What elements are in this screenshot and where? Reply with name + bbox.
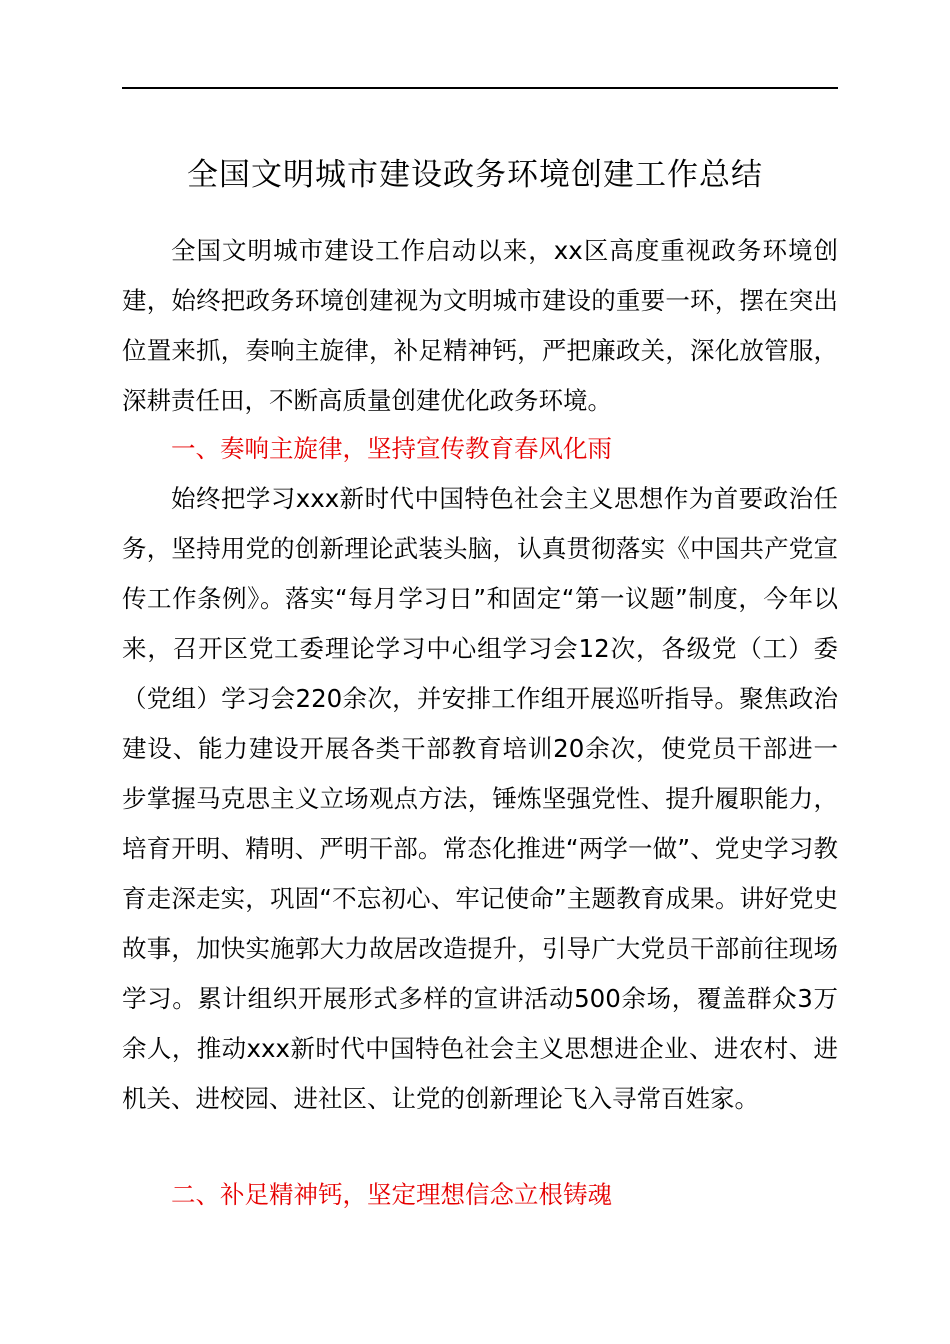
- section-1-paragraph: 始终把学习xxx新时代中国特色社会主义思想作为首要政治任务，坚持用党的创新理论武装头脑，认真贯彻落实《中国共产党宣传工作条例》。落实“每月学习日”和固定“第一议题”制度，今年以来，召开区党工委理论学习中心组学习会12次，各级党（工）委（党组）学习会220余次，并安排工作组开展巡听指导。聚焦政治建设、能力建设开展各类干部教育培训20余次，使党员干部进一步掌握马克思主义立场观点方法，锤炼坚强党性、提升履职能力，培育开明、精明、严明干部。常态化推进“两学一做”、党史学习教育走深走实，巩固“不忘初心、牢记使命”主题教育成果。讲好党史故事，加快实施郭大力故居改造提升，引导广大党员干部前往现场学习。累计组织开展形式多样的宣讲活动500余场，覆盖群众3万余人，推动xxx新时代中国特色社会主义思想进企业、进农村、进机关、进校园、进社区、让党的创新理论飞入寻常百姓家。: [122, 484, 838, 1113]
- section-1-heading: 一、奏响主旋律，坚持宣传教育春风化雨: [171, 434, 612, 463]
- header-rule: [122, 87, 838, 89]
- section-2-heading: 二、补足精神钙，坚定理想信念立根铸魂: [171, 1180, 612, 1209]
- intro-paragraph: 全国文明城市建设工作启动以来，xx区高度重视政务环境创建，始终把政务环境创建视为文明城市建设的重要一环，摆在突出位置来抓，奏响主旋律，补足精神钙，严把廉政关，深化放管服，深耕责任田，不断高质量创建优化政务环境。: [122, 236, 838, 415]
- document-title: 全国文明城市建设政务环境创建工作总结: [187, 157, 763, 193]
